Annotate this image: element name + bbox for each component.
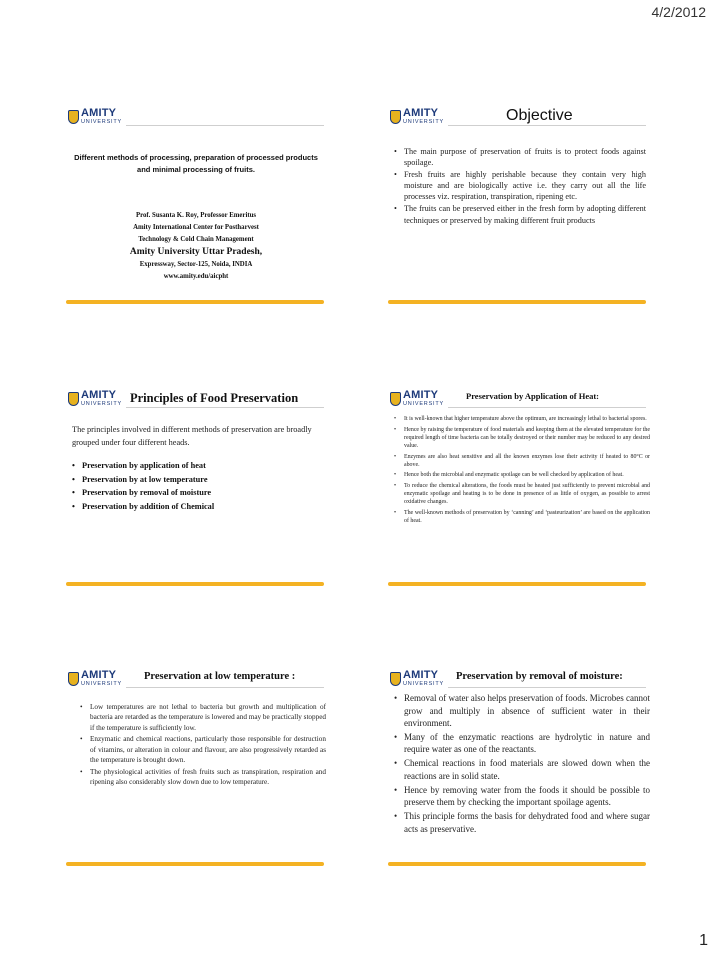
- intro-text: The principles involved in different methods of preservation are broadly grouped under four different heads.: [72, 425, 312, 447]
- bullet-item: • Enzymes are also heat sensitive and all the known enzymes lose their activity if heated to 80°C or above.: [394, 453, 650, 469]
- logo-subtitle: UNIVERSITY: [81, 119, 123, 125]
- bullet-item: • Hence both the microbial and enzymatic spoilage can be well checked by application of heat.: [394, 471, 650, 479]
- author-line: Amity International Center for Postharvest: [133, 224, 259, 231]
- bullet-item: • The physiological activities of fresh fruits such as transpiration, respiration and ripening also considerably slow down due to low temperature.: [80, 767, 326, 788]
- amity-shield-icon: [390, 110, 401, 124]
- bullet-item: • Hence by raising the temperature of food materials and keeping them at the elevated temperature for the required length of time bacteria can be totally destroyed or their number may be reduced to any desired value.: [394, 426, 650, 451]
- bullet-item: • Enzymatic and chemical reactions, particularly those responsible for destruction of vitamins, or alteration in colour and flavour, are also progressively retarded as the temperature is brought down.: [80, 734, 326, 765]
- bullet-item: • The well-known methods of preservation by ‘canning’ and ‘pasteurization’ are based on the application of heat.: [394, 509, 650, 525]
- logo-subtitle: UNIVERSITY: [403, 681, 445, 687]
- bullet-item: • The main purpose of preservation of fruits is to protect foods against spoilage.: [394, 146, 646, 168]
- slide-title: Preservation by Application of Heat:: [466, 391, 599, 401]
- amity-logo: [390, 390, 446, 410]
- author-line: Technology & Cold Chain Management: [138, 236, 254, 243]
- bullet-item: • Fresh fruits are highly perishable because they contain very high moisture and are biologically active i.e. they carry out all the life processes viz. respiration, transpiration, ripening etc.: [394, 169, 646, 202]
- author-line: Prof. Susanta K. Roy, Professor Emeritus: [135, 212, 257, 219]
- bullet-item: • Low temperatures are not lethal to bacteria but growth and multiplication of bacteria are retarded as the temperature is lowered and may be practically stopped if the temperature is sufficiently low.: [80, 702, 326, 733]
- logo-name: AMITY: [403, 107, 439, 119]
- presentation-heading: Different methods of processing, preparation of processed products and minimal processing of fruits.: [74, 153, 318, 174]
- logo-subtitle: UNIVERSITY: [81, 401, 123, 407]
- slide-principles: [66, 382, 328, 612]
- bullet-item: • To reduce the chemical alterations, the foods must be heated just sufficiently to prevent microbial and enzymatic spoilage and heating is to be done in presence of as little of oxygen, as possible to arrest oxidative changes.: [394, 482, 650, 507]
- slide-moisture: [388, 662, 650, 892]
- slide-objective: [388, 100, 650, 330]
- amity-shield-icon: [390, 672, 401, 686]
- accent-bar: [66, 862, 324, 866]
- author-line: Amity University Uttar Pradesh,: [129, 247, 263, 257]
- accent-bar: [388, 300, 646, 304]
- header-rule: [448, 125, 646, 126]
- header-rule: [448, 687, 646, 688]
- slide-heat: [388, 382, 650, 612]
- amity-shield-icon: [68, 110, 79, 124]
- author-line: www.amity.edu/aicpht: [163, 273, 229, 280]
- logo-name: AMITY: [81, 669, 117, 681]
- amity-logo: [68, 108, 124, 128]
- logo-name: AMITY: [81, 107, 117, 119]
- logo-name: AMITY: [81, 389, 117, 401]
- bullet-item: • Preservation by application of heat: [72, 460, 324, 473]
- logo-subtitle: UNIVERSITY: [403, 119, 445, 125]
- logo-name: AMITY: [403, 669, 439, 681]
- slide-title: Preservation at low temperature :: [144, 671, 296, 682]
- bullet-item: • Preservation by removal of moisture: [72, 487, 324, 500]
- author-block: [74, 210, 318, 283]
- header-rule: [126, 125, 324, 126]
- amity-logo: [390, 670, 446, 690]
- bullet-item: • Hence by removing water from the foods it should be possible to preserve them by checking the important spoilage agents.: [394, 784, 650, 809]
- logo-subtitle: UNIVERSITY: [81, 681, 123, 687]
- header-rule: [126, 687, 324, 688]
- logo-subtitle: UNIVERSITY: [403, 401, 445, 407]
- header-rule: [448, 407, 646, 408]
- accent-bar: [66, 582, 324, 586]
- slide-title: Principles of Food Preservation: [130, 391, 299, 405]
- bullet-list: [394, 146, 646, 227]
- bullet-list: [80, 702, 326, 789]
- header-rule: [126, 407, 324, 408]
- accent-bar: [388, 582, 646, 586]
- bullet-list: [394, 692, 650, 836]
- bullet-item: • Preservation by at low temperature: [72, 474, 324, 487]
- logo-name: AMITY: [403, 389, 439, 401]
- amity-logo: [390, 108, 446, 128]
- bullet-item: • This principle forms the basis for dehydrated food and where sugar acts as preservative.: [394, 810, 650, 835]
- accent-bar: [388, 862, 646, 866]
- amity-shield-icon: [68, 672, 79, 686]
- page-date: 4/2/2012: [651, 4, 706, 20]
- amity-logo: [68, 390, 124, 410]
- bullet-list: [72, 460, 324, 515]
- bullet-list: [394, 415, 650, 528]
- bullet-item: • Chemical reactions in food materials are slowed down when the reactions are in solid state.: [394, 757, 650, 782]
- author-line: Expressway, Sector-125, Noida, INDIA: [139, 261, 253, 268]
- page-number: 1: [699, 932, 708, 949]
- amity-shield-icon: [68, 392, 79, 406]
- bullet-item: • Removal of water also helps preservation of foods. Microbes cannot grow and multiply in absence of sufficient water in their environment.: [394, 692, 650, 730]
- amity-shield-icon: [390, 392, 401, 406]
- bullet-item: • The fruits can be preserved either in the fresh form by adopting different techniques or preserved by making different fruit products: [394, 203, 646, 225]
- slide-title: [66, 100, 328, 330]
- bullet-item: • Preservation by addition of Chemical: [72, 501, 324, 514]
- bullet-item: • It is well-known that higher temperature above the optimum, are increasingly lethal to bacterial spores.: [394, 415, 650, 423]
- slide-title: Preservation by removal of moisture:: [456, 671, 623, 682]
- slide-low-temperature: [66, 662, 328, 892]
- accent-bar: [66, 300, 324, 304]
- slide-title: Objective: [506, 107, 573, 124]
- amity-logo: [68, 670, 124, 690]
- bullet-item: • Many of the enzymatic reactions are hydrolytic in nature and require water as one of the reactants.: [394, 731, 650, 756]
